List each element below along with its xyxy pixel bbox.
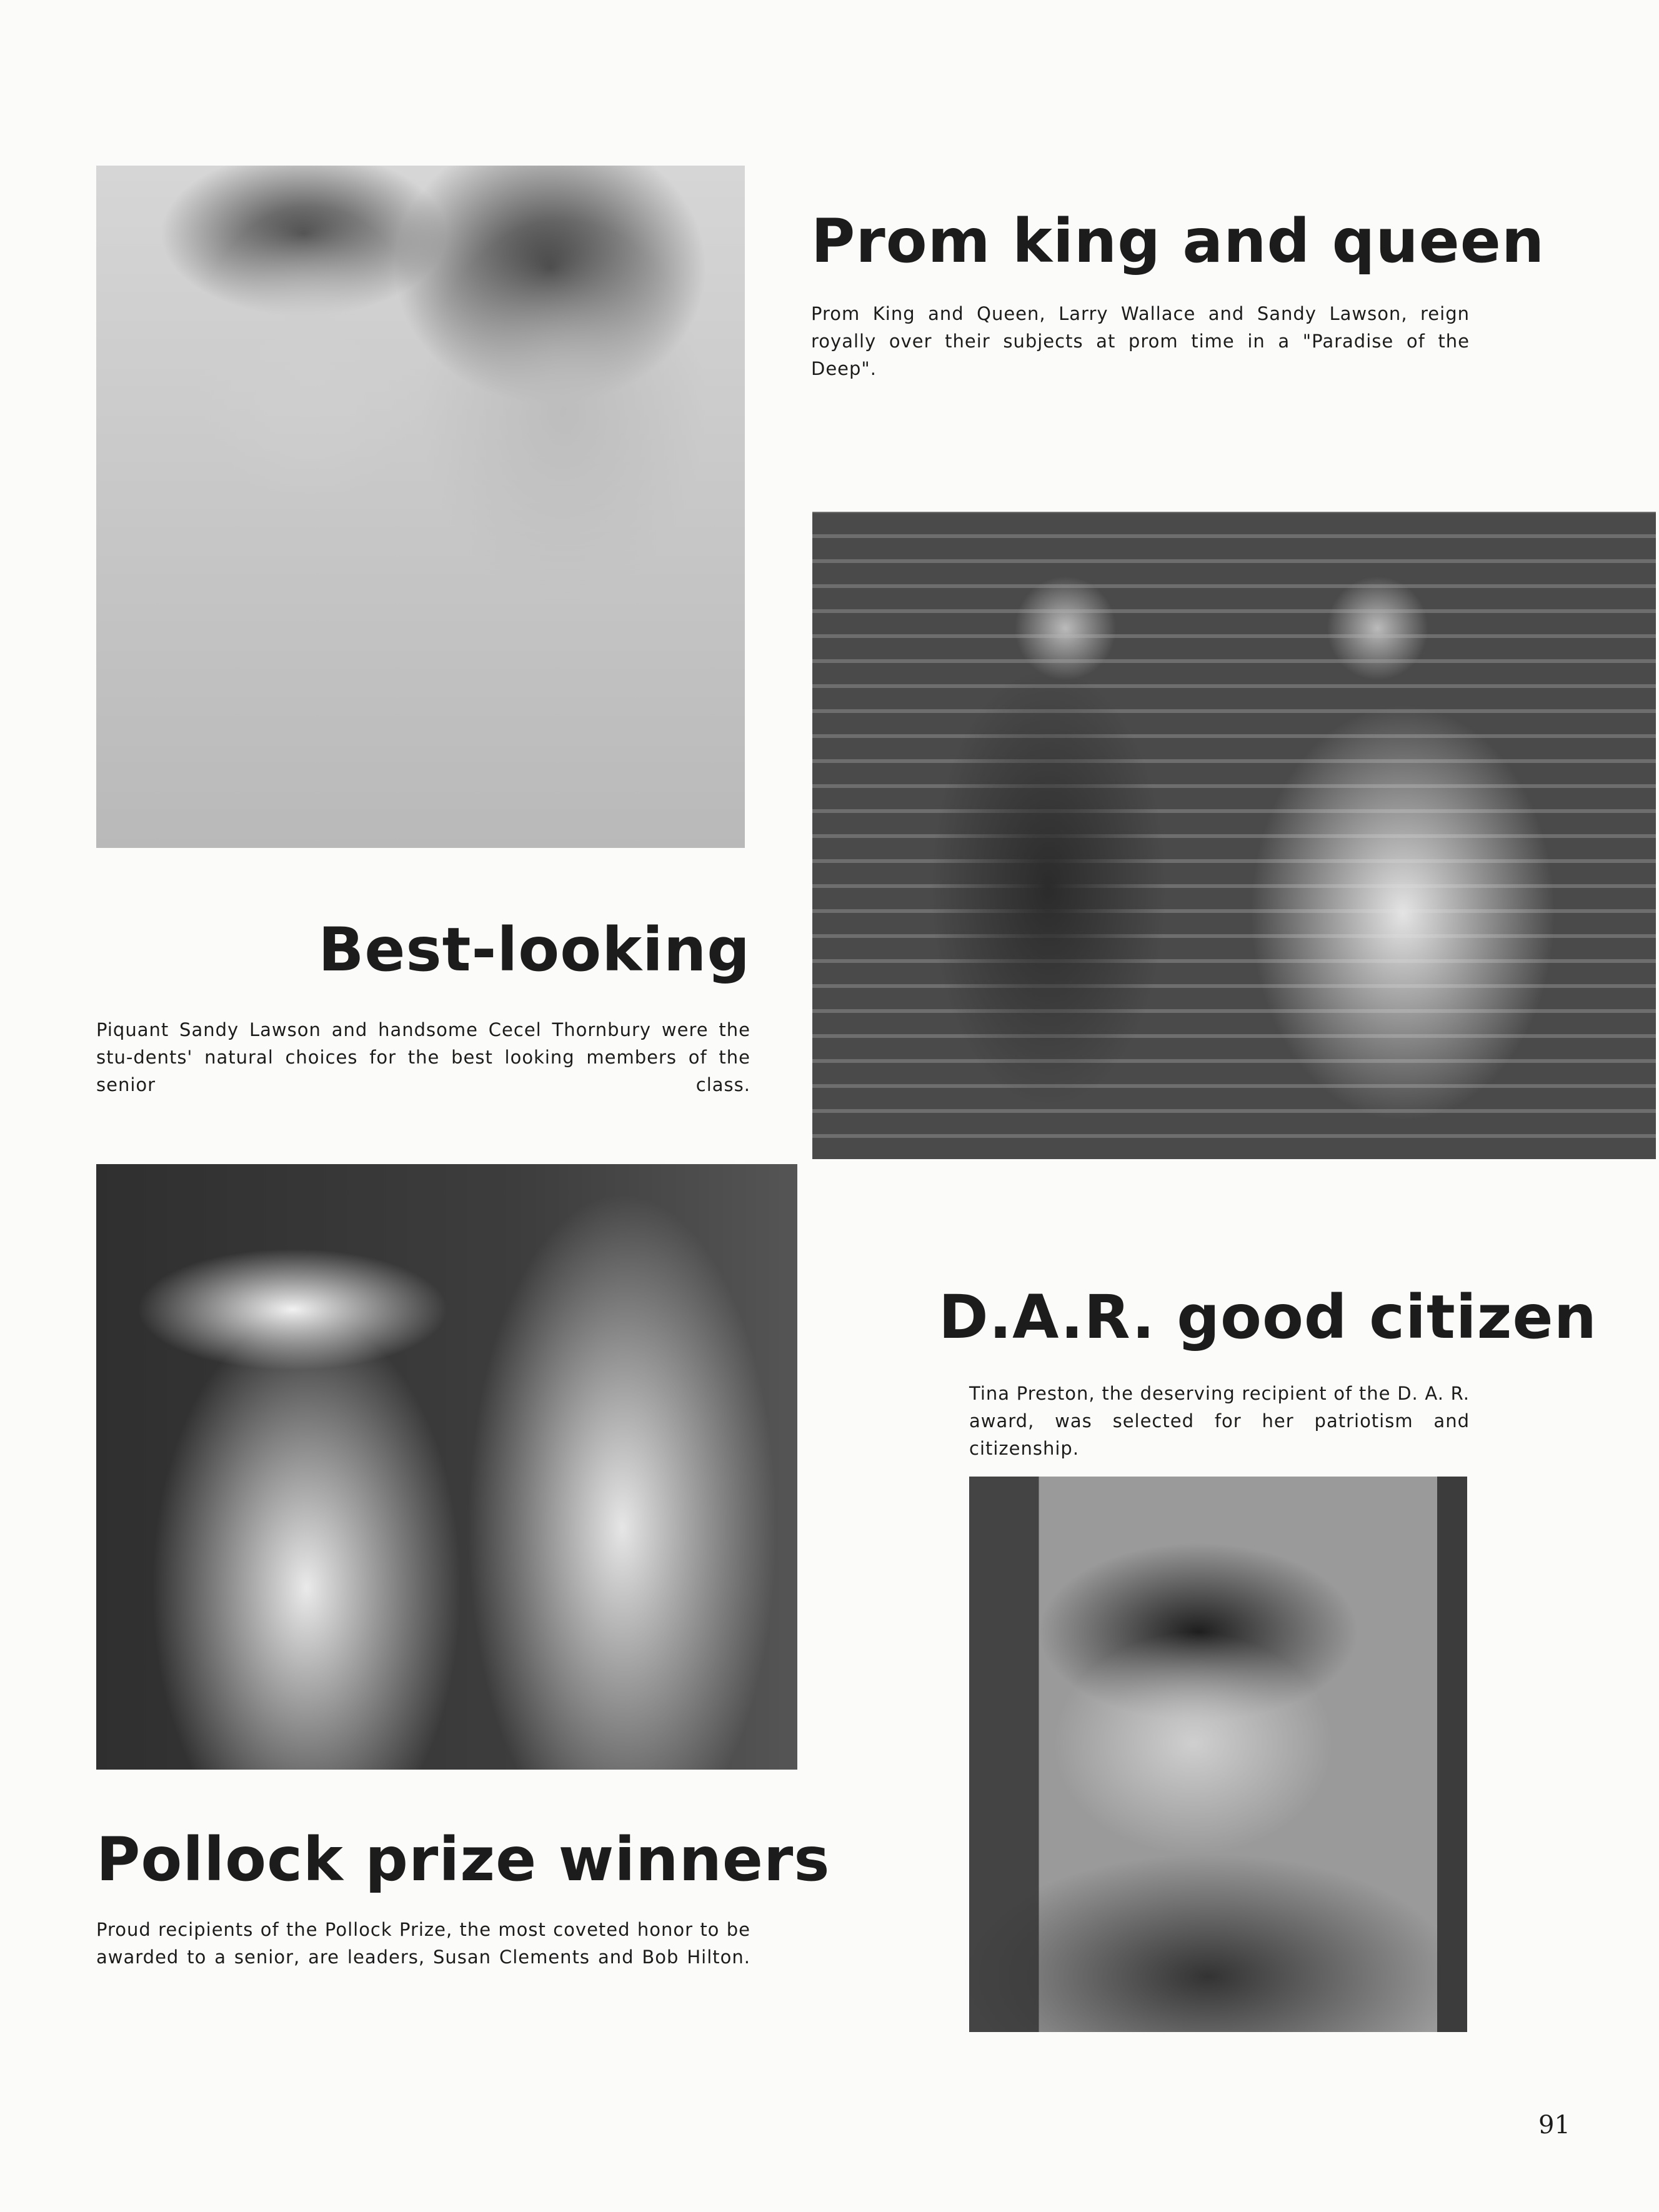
dar-title: D.A.R. good citizen <box>939 1282 1597 1352</box>
page-number: 91 <box>1538 2111 1570 2140</box>
prom-title: Prom king and queen <box>811 206 1545 276</box>
dar-good-citizen-photo <box>969 1477 1467 2032</box>
prom-caption: Prom King and Queen, Larry Wallace and Sandy Lawson, reign royally over their subjects at prom time in a "Paradise of the Deep". <box>811 303 1470 379</box>
dar-caption: Tina Preston, the deserving recipient of the D. A. R. award, was selected for her patriotism and citizenship. <box>969 1383 1470 1459</box>
pollock-prize-photo <box>96 1164 797 1770</box>
pollock-title: Pollock prize winners <box>96 1825 830 1895</box>
pollock-caption: Proud recipients of the Pollock Prize, the most coveted honor to be awarded to a senior, are leaders, Susan Clements and Bob Hilton. <box>96 1919 750 1968</box>
prom-king-queen-photo <box>96 166 745 848</box>
best-looking-caption: Piquant Sandy Lawson and handsome Cecel Thornbury were the stu-dents' natural choices for the best looking members of the senior class. <box>96 1019 750 1095</box>
best-looking-photo <box>812 512 1656 1159</box>
best-looking-title: Best-looking <box>318 915 750 985</box>
